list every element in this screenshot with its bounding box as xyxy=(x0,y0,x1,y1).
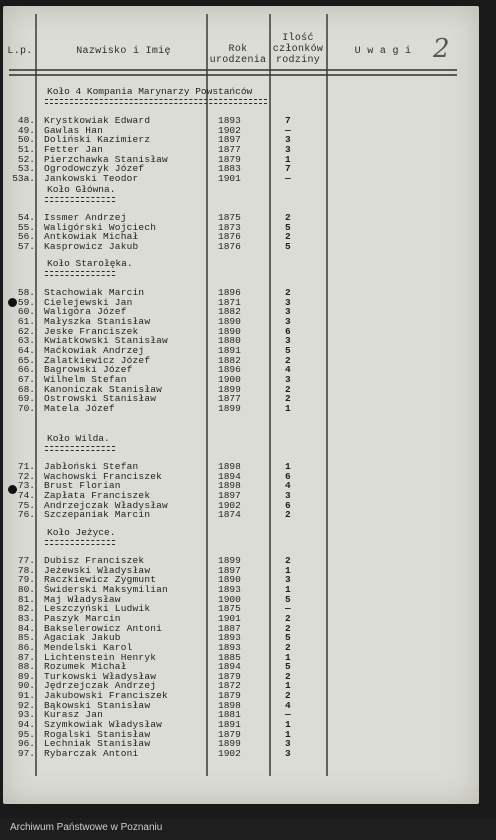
row-birth-year: 1891 xyxy=(218,344,241,356)
row-number: 78. xyxy=(17,564,35,576)
row-number: 84. xyxy=(17,622,35,634)
row-family-count: 4 xyxy=(285,699,291,711)
row-family-count: 3 xyxy=(285,296,291,308)
header-year-line2: urodzenia xyxy=(209,55,267,66)
row-name: Doliński Kazimierz xyxy=(44,134,151,146)
row-family-count: 2 xyxy=(285,555,291,566)
row-number: 54. xyxy=(17,212,35,223)
row-number: 73. xyxy=(17,480,35,492)
row-name: Paszyk Marcin xyxy=(44,612,121,624)
row-family-count: 3 xyxy=(285,134,291,146)
row-name: Ogrodowczyk Józef xyxy=(44,163,145,175)
row-number: 65. xyxy=(17,354,35,366)
row-family-count: 1 xyxy=(285,719,291,731)
row-name: Agaciak Jakub xyxy=(44,632,121,644)
row-number: 83. xyxy=(17,612,35,624)
row-birth-year: 1881 xyxy=(218,709,241,721)
row-number: 86. xyxy=(17,641,35,653)
row-number: 96. xyxy=(17,738,35,750)
row-number: 90. xyxy=(17,680,35,692)
row-birth-year: 1901 xyxy=(218,172,241,184)
row-name: Jakubowski Franciszek xyxy=(44,690,168,702)
row-family-count: 1 xyxy=(285,728,291,740)
row-name: Fetter Jan xyxy=(44,143,104,155)
row-name: Wachowski Franciszek xyxy=(44,470,163,482)
row-family-count: 3 xyxy=(285,306,291,318)
row-name: Mendelski Karol xyxy=(44,641,133,653)
row-family-count: 5 xyxy=(285,593,291,605)
row-name: Matela Józef xyxy=(44,402,115,414)
row-family-count: 1 xyxy=(285,583,291,595)
group-title: Koło 4 Kompania Marynarzy Powstańców xyxy=(47,86,253,97)
row-name: Krystkowiak Edward xyxy=(44,115,151,126)
header-year xyxy=(207,44,269,66)
row-birth-year: 1879 xyxy=(218,690,241,702)
row-name: Rozumek Michał xyxy=(44,661,127,673)
row-birth-year: 1893 xyxy=(218,632,241,644)
row-family-count: 6 xyxy=(285,499,291,511)
row-number: 71. xyxy=(17,461,35,472)
row-name: Maj Władysław xyxy=(44,593,121,605)
row-name: Bakselerowicz Antoni xyxy=(44,622,163,634)
header-count-line3: rodziny xyxy=(275,55,321,66)
row-family-count: 2 xyxy=(285,690,291,702)
punch-hole-top xyxy=(8,298,17,307)
row-birth-year: 1897 xyxy=(218,489,241,501)
row-number: 79. xyxy=(17,574,35,586)
archive-name: Archiwum Państwowe w Poznaniu xyxy=(10,822,163,833)
row-birth-year: 1898 xyxy=(218,480,241,492)
row-number: 63. xyxy=(17,335,35,347)
row-family-count: 5 xyxy=(285,344,291,356)
row-birth-year: 1875 xyxy=(218,603,241,615)
row-name: Turkowski Władysław xyxy=(44,670,157,682)
header-count xyxy=(270,33,326,66)
row-number: 97. xyxy=(17,748,35,759)
row-family-count: 5 xyxy=(285,632,291,644)
row-name: Brust Florian xyxy=(44,480,121,492)
row-number: 95. xyxy=(17,728,35,740)
header-lp: L.p. xyxy=(7,46,33,57)
row-family-count: 3 xyxy=(285,143,291,155)
row-birth-year: 1893 xyxy=(218,115,241,126)
row-name: Kurasz Jan xyxy=(44,709,104,721)
row-family-count: 2 xyxy=(285,622,291,634)
row-birth-year: 1885 xyxy=(218,651,241,663)
row-name: Gawlas Han xyxy=(44,124,104,136)
row-name: Raczkiewicz Zygmunt xyxy=(44,574,157,586)
row-family-count: 6 xyxy=(285,325,291,337)
row-birth-year: 1879 xyxy=(218,153,241,165)
row-name: Małyszka Stanisław xyxy=(44,315,151,327)
row-birth-year: 1890 xyxy=(218,574,241,586)
row-name: Wilhelm Stefan xyxy=(44,373,127,385)
row-birth-year: 1891 xyxy=(218,719,241,731)
row-number: 70. xyxy=(17,402,35,414)
row-birth-year: 1898 xyxy=(218,699,241,711)
row-family-count: — xyxy=(285,172,291,184)
row-name: Lichtenstein Henryk xyxy=(44,651,157,663)
group-title-underline xyxy=(45,271,115,276)
row-number: 52. xyxy=(17,153,35,165)
row-number: 89. xyxy=(17,670,35,682)
row-name: Kwiatkowski Stanisław xyxy=(44,335,168,347)
row-birth-year: 1899 xyxy=(218,738,241,750)
row-number: 88. xyxy=(17,661,35,673)
row-birth-year: 1877 xyxy=(218,143,241,155)
row-name: Jeżewski Władysław xyxy=(44,564,151,576)
row-name: Pierzchawka Stanisław xyxy=(44,153,168,165)
row-family-count: 7 xyxy=(285,115,291,126)
header-year-line1: Rok xyxy=(228,44,248,55)
group-title-underline xyxy=(45,99,267,104)
row-birth-year: 1874 xyxy=(218,509,241,521)
row-family-count: 2 xyxy=(285,231,291,243)
header-name: Nazwisko i Imię xyxy=(76,46,171,57)
row-birth-year: 1877 xyxy=(218,393,241,405)
row-number: 55. xyxy=(17,221,35,233)
row-family-count: 4 xyxy=(285,480,291,492)
row-number: 58. xyxy=(17,287,35,298)
row-name: Jeske Franciszek xyxy=(44,325,139,337)
row-number: 59. xyxy=(17,296,35,308)
row-number: 68. xyxy=(17,383,35,395)
row-name: Cielejewski Jan xyxy=(44,296,133,308)
row-birth-year: 1890 xyxy=(218,315,241,327)
row-number: 49. xyxy=(17,124,35,136)
row-name: Andrzejczak Władysław xyxy=(44,499,168,511)
row-name: Szczepaniak Marcin xyxy=(44,509,151,521)
column-rule-count xyxy=(326,14,328,776)
column-rule-name xyxy=(206,14,208,776)
row-family-count: 3 xyxy=(285,738,291,750)
row-number: 61. xyxy=(17,315,35,327)
row-birth-year: 1894 xyxy=(218,470,241,482)
row-number: 75. xyxy=(17,499,35,511)
group-title: Koło Jeżyce. xyxy=(47,527,116,538)
row-birth-year: 1896 xyxy=(218,364,241,376)
row-name: Maćkowiak Andrzej xyxy=(44,344,145,356)
row-family-count: 1 xyxy=(285,651,291,663)
row-family-count: 2 xyxy=(285,212,291,223)
row-birth-year: 1894 xyxy=(218,661,241,673)
row-number: 72. xyxy=(17,470,35,482)
row-birth-year: 1897 xyxy=(218,564,241,576)
row-name: Jabłoński Stefan xyxy=(44,461,139,472)
row-family-count: 1 xyxy=(285,680,291,692)
row-number: 94. xyxy=(17,719,35,731)
row-birth-year: 1901 xyxy=(218,612,241,624)
row-family-count: 3 xyxy=(285,489,291,501)
row-birth-year: 1899 xyxy=(218,383,241,395)
row-family-count: — xyxy=(285,124,291,136)
row-family-count: 5 xyxy=(285,221,291,233)
row-family-count: 1 xyxy=(285,564,291,576)
row-family-count: 3 xyxy=(285,748,291,759)
header-notes: U w a g i xyxy=(354,46,412,57)
row-family-count: 2 xyxy=(285,383,291,395)
row-birth-year: 1893 xyxy=(218,583,241,595)
row-birth-year: 1875 xyxy=(218,212,241,223)
row-birth-year: 1883 xyxy=(218,163,241,175)
row-family-count: 2 xyxy=(285,612,291,624)
row-birth-year: 1899 xyxy=(218,555,241,566)
row-number: 64. xyxy=(17,344,35,356)
row-number: 87. xyxy=(17,651,35,663)
handwritten-page-number: 2 xyxy=(433,34,450,64)
row-name: Zapłata Franciszek xyxy=(44,489,151,501)
row-number: 48. xyxy=(17,115,35,126)
row-name: Zalatkiewicz Józef xyxy=(44,354,151,366)
row-name: Kanoniczak Stanisław xyxy=(44,383,163,395)
row-family-count: 4 xyxy=(285,364,291,376)
row-birth-year: 1871 xyxy=(218,296,241,308)
header-count-line2: członków xyxy=(272,44,324,55)
row-birth-year: 1896 xyxy=(218,287,241,298)
row-birth-year: 1887 xyxy=(218,622,241,634)
row-birth-year: 1899 xyxy=(218,402,241,414)
row-number: 80. xyxy=(17,583,35,595)
row-birth-year: 1897 xyxy=(218,134,241,146)
row-birth-year: 1898 xyxy=(218,461,241,472)
row-family-count: 2 xyxy=(285,354,291,366)
row-number: 53. xyxy=(17,163,35,175)
row-family-count: 2 xyxy=(285,287,291,298)
row-birth-year: 1879 xyxy=(218,728,241,740)
row-name: Jankowski Teodor xyxy=(44,172,139,184)
archive-footer xyxy=(0,818,496,840)
row-birth-year: 1902 xyxy=(218,748,241,759)
row-birth-year: 1880 xyxy=(218,335,241,347)
row-birth-year: 1900 xyxy=(218,373,241,385)
row-birth-year: 1900 xyxy=(218,593,241,605)
row-birth-year: 1890 xyxy=(218,325,241,337)
row-name: Waligórski Wojciech xyxy=(44,221,157,233)
row-name: Lechniak Stanisław xyxy=(44,738,151,750)
row-number: 50. xyxy=(17,134,35,146)
row-family-count: 2 xyxy=(285,393,291,405)
row-name: Bagrowski Józef xyxy=(44,364,133,376)
row-family-count: 7 xyxy=(285,163,291,175)
punch-hole-bottom xyxy=(8,485,17,494)
row-name: Rogalski Stanisław xyxy=(44,728,151,740)
row-name: Jędrzejczak Andrzej xyxy=(44,680,157,692)
row-family-count: 5 xyxy=(285,661,291,673)
row-birth-year: 1872 xyxy=(218,680,241,692)
row-number: 56. xyxy=(17,231,35,243)
group-title-underline xyxy=(45,540,115,545)
row-family-count: 3 xyxy=(285,574,291,586)
row-birth-year: 1893 xyxy=(218,641,241,653)
row-family-count: 2 xyxy=(285,509,291,521)
column-rule-lp xyxy=(35,14,37,776)
row-name: Kasprowicz Jakub xyxy=(44,240,139,252)
row-name: Issmer Andrzej xyxy=(44,212,127,223)
row-number: 67. xyxy=(17,373,35,385)
row-number: 85. xyxy=(17,632,35,644)
row-name: Antkowiak Michał xyxy=(44,231,139,243)
row-number: 69. xyxy=(17,393,35,405)
row-family-count: 1 xyxy=(285,402,291,414)
header-rule xyxy=(9,69,457,71)
row-birth-year: 1879 xyxy=(218,670,241,682)
row-name: Dubisz Franciszek xyxy=(44,555,145,566)
group-title-underline xyxy=(45,197,115,202)
row-family-count: 2 xyxy=(285,641,291,653)
row-birth-year: 1882 xyxy=(218,354,241,366)
row-number: 77. xyxy=(17,555,35,566)
row-number: 60. xyxy=(17,306,35,318)
document-sheet xyxy=(3,6,479,804)
group-title: Koło Wilda. xyxy=(47,433,110,444)
row-name: Leszczyński Ludwik xyxy=(44,603,151,615)
row-birth-year: 1876 xyxy=(218,240,241,252)
row-number: 93. xyxy=(17,709,35,721)
row-family-count: 2 xyxy=(285,670,291,682)
row-name: Świderski Maksymilian xyxy=(44,583,168,595)
row-number: 51. xyxy=(17,143,35,155)
row-name: Ostrowski Stanisław xyxy=(44,393,157,405)
row-name: Waligóra Józef xyxy=(44,306,127,318)
row-number: 91. xyxy=(17,690,35,702)
column-rule-year xyxy=(269,14,271,776)
row-birth-year: 1902 xyxy=(218,124,241,136)
row-family-count: 3 xyxy=(285,315,291,327)
row-name: Rybarczak Antoni xyxy=(44,748,139,759)
row-birth-year: 1902 xyxy=(218,499,241,511)
row-number: 82. xyxy=(17,603,35,615)
header-count-line1: Ilość xyxy=(282,33,314,44)
row-number: 81. xyxy=(17,593,35,605)
row-name: Stachowiak Marcin xyxy=(44,287,145,298)
row-birth-year: 1873 xyxy=(218,221,241,233)
row-family-count: — xyxy=(285,709,291,721)
row-family-count: 3 xyxy=(285,373,291,385)
row-family-count: 5 xyxy=(285,240,291,252)
row-number: 62. xyxy=(17,325,35,337)
row-number: 57. xyxy=(17,240,35,252)
group-title-underline xyxy=(45,446,115,451)
row-number: 92. xyxy=(17,699,35,711)
group-title: Koło Główna. xyxy=(47,184,116,195)
row-family-count: 6 xyxy=(285,470,291,482)
row-name: Bąkowski Stanisław xyxy=(44,699,151,711)
row-family-count: 3 xyxy=(285,335,291,347)
row-birth-year: 1876 xyxy=(218,231,241,243)
header-rule-second xyxy=(9,74,457,76)
row-number: 76. xyxy=(17,509,35,521)
row-number: 53a. xyxy=(12,172,35,184)
row-family-count: — xyxy=(285,603,291,615)
row-name: Szymkowiak Władysław xyxy=(44,719,163,731)
row-number: 66. xyxy=(17,364,35,376)
group-title: Koło Starołęka. xyxy=(47,258,133,269)
row-number: 74. xyxy=(17,489,35,501)
row-birth-year: 1882 xyxy=(218,306,241,318)
row-family-count: 1 xyxy=(285,153,291,165)
row-family-count: 1 xyxy=(285,461,291,472)
